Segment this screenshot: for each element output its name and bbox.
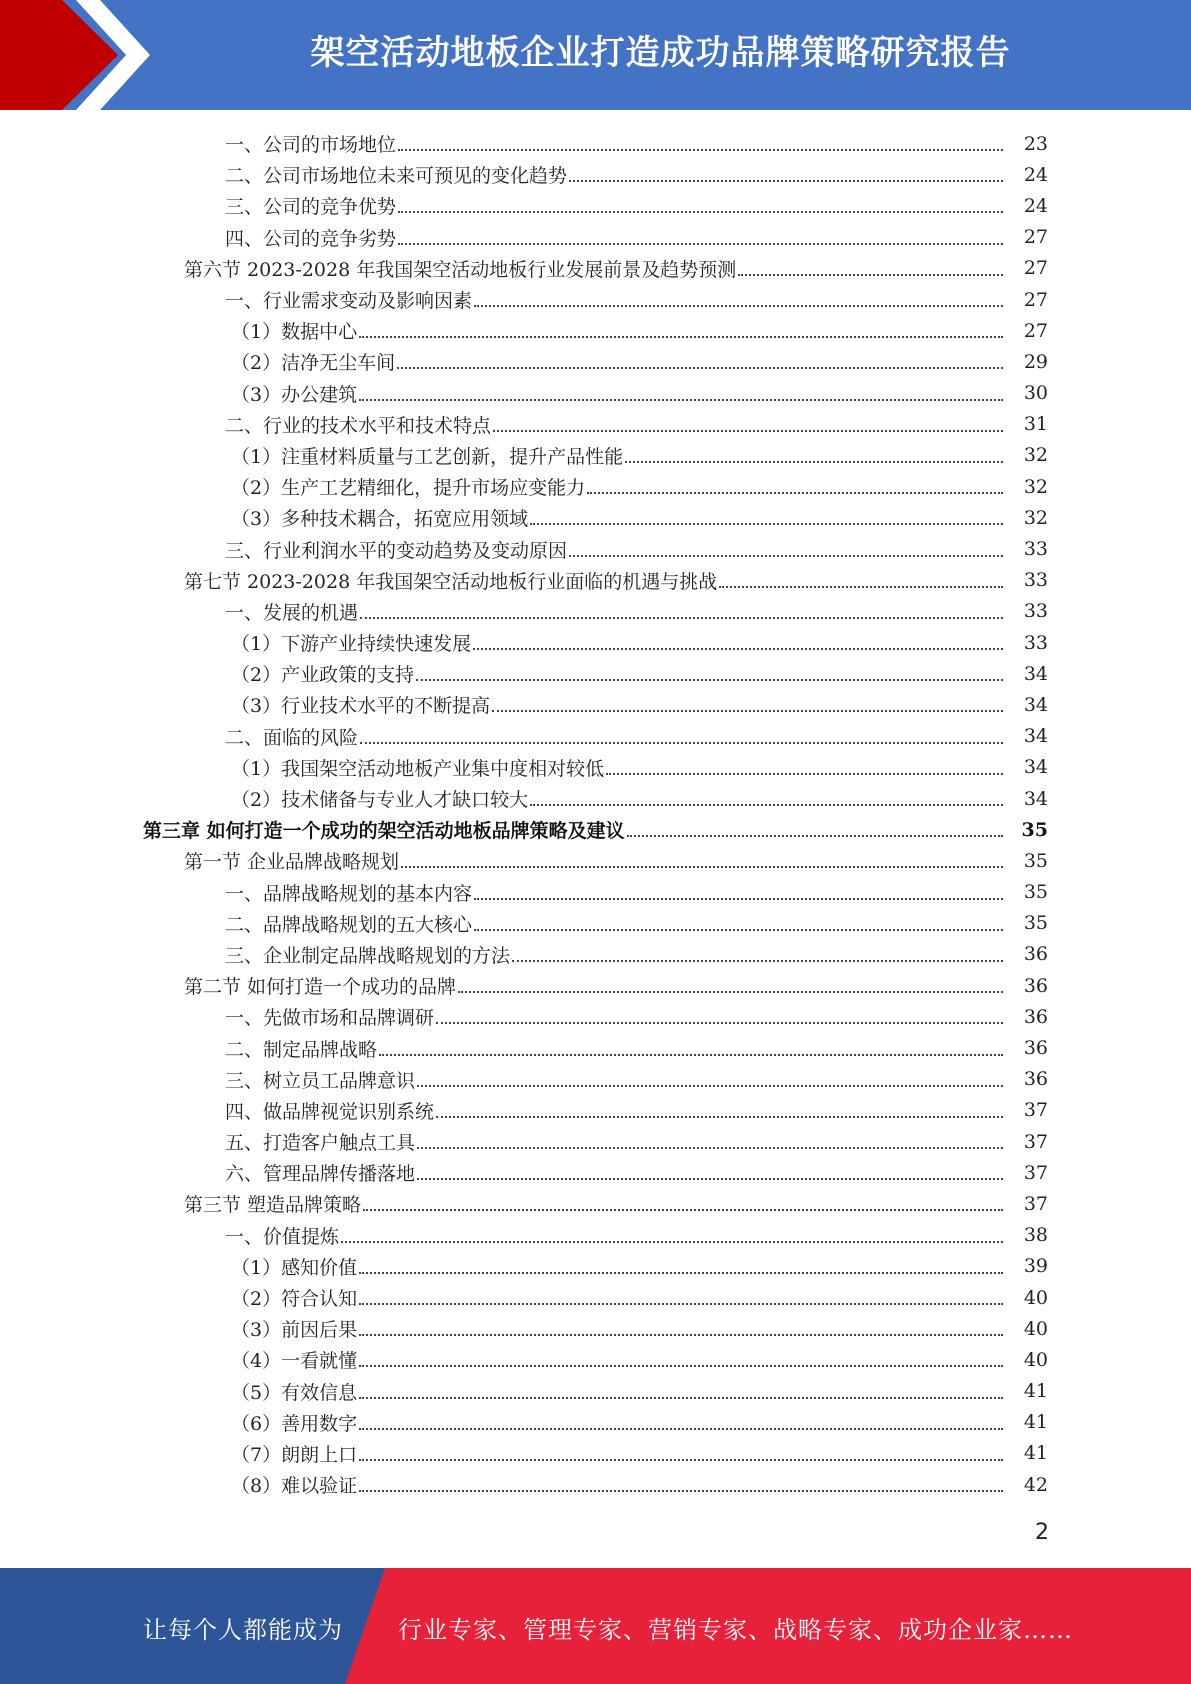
toc-entry-page: 36 [1023,974,1048,997]
toc-dot-leader [606,754,1003,775]
toc-entry[interactable] [0,222,1191,253]
toc-dot-leader [397,348,1003,369]
toc-dot-leader [436,1003,1003,1024]
toc-entry-page: 34 [1023,787,1048,810]
toc-entry-page: 24 [1023,163,1048,186]
toc-dot-leader [719,567,1003,588]
toc-entry-page: 34 [1023,756,1048,779]
toc-entry-label: （1）下游产业持续快速发展 [231,633,472,656]
toc-dot-leader [569,536,1003,557]
toc-entry-page: 36 [1023,1068,1048,1091]
toc-entry-label: 第七节 2023-2028 年我国架空活动地板行业面临的机遇与挑战 [184,570,718,593]
toc-entry[interactable] [0,284,1191,315]
toc-dot-leader [341,1222,1003,1243]
toc-dot-leader [416,660,1003,681]
toc-entry[interactable] [0,190,1191,221]
toc-entry[interactable] [0,315,1191,346]
toc-dot-leader [569,161,1003,182]
toc-entry[interactable] [0,1032,1191,1063]
toc-entry[interactable] [0,1001,1191,1032]
toc-entry-label: 第二节 如何打造一个成功的品牌 [184,976,457,999]
toc-dot-leader [360,723,1003,744]
footer-banner [0,1568,1191,1684]
toc-entry[interactable] [0,783,1191,814]
toc-entry[interactable] [0,627,1191,658]
toc-entry-label: 一、先做市场和品牌调研 [225,1007,435,1030]
toc-entry[interactable] [0,658,1191,689]
toc-dot-leader [474,286,1003,307]
toc-entry[interactable] [0,845,1191,876]
toc-entry-label: （2）生产工艺精细化，提升市场应变能力 [231,477,586,500]
toc-dot-leader [530,785,1003,806]
toc-entry-label: （3）前因后果 [231,1319,358,1342]
toc-entry-page: 35 [1023,912,1048,935]
toc-entry-label: （1）我国架空活动地板产业集中度相对较低 [231,757,605,780]
toc-entry-page: 41 [1023,1442,1048,1465]
toc-entry-page: 32 [1023,475,1048,498]
toc-entry-page: 36 [1023,1037,1048,1060]
toc-entry-page: 36 [1023,1005,1048,1028]
toc-entry-label: 一、公司的市场地位 [225,134,397,157]
toc-entry[interactable] [0,814,1191,845]
toc-entry-page: 33 [1023,569,1048,592]
toc-entry-label: （2）技术储备与专业人才缺口较大 [231,789,529,812]
toc-entry[interactable] [0,1407,1191,1438]
toc-entry-label: 二、面临的风险 [225,726,359,749]
toc-entry[interactable] [0,1376,1191,1407]
toc-entry[interactable] [0,1126,1191,1157]
toc-entry-page: 33 [1023,538,1048,561]
toc-entry[interactable] [0,908,1191,939]
toc-entry-page: 37 [1023,1130,1048,1153]
footer-slogan-right: 行业专家、管理专家、营销专家、战略专家、成功企业家…… [398,1616,1073,1644]
toc-dot-leader [474,910,1003,931]
toc-entry-label: 一、发展的机遇 [225,601,359,624]
toc-entry-label: （1）注重材料质量与工艺创新，提升产品性能 [231,445,624,468]
toc-entry-page: 40 [1023,1286,1048,1309]
toc-entry-label: （1）数据中心 [231,321,358,344]
toc-entry-label: （1）感知价值 [231,1256,358,1279]
toc-entry-label: （5）有效信息 [231,1381,358,1404]
toc-dot-leader [398,130,1003,151]
toc-entry-page: 23 [1023,132,1048,155]
toc-dot-leader [738,255,1003,276]
toc-dot-leader [474,879,1003,900]
toc-entry-label: 三、企业制定品牌战略规划的方法 [225,944,511,967]
toc-entry-label: （3）多种技术耦合，拓宽应用领域 [231,508,529,531]
toc-entry[interactable] [0,596,1191,627]
toc-dot-leader [359,1284,1003,1305]
toc-entry-label: 三、公司的竞争优势 [225,196,397,219]
toc-dot-leader [359,1440,1003,1461]
toc-entry[interactable] [0,1251,1191,1282]
toc-entry-page: 35 [1023,881,1048,904]
toc-dot-leader [436,1097,1003,1118]
toc-entry[interactable] [0,970,1191,1001]
toc-dot-leader [359,317,1003,338]
toc-entry-label: （4）一看就懂 [231,1350,358,1373]
toc-entry-page: 35 [1021,818,1048,841]
toc-dot-leader [363,1190,1003,1211]
toc-entry-label: （8）难以验证 [231,1475,358,1498]
toc-entry[interactable] [0,346,1191,377]
toc-dot-leader [512,941,1003,962]
toc-entry-label: 三、树立员工品牌意识 [225,1069,416,1092]
toc-dot-leader [359,1346,1003,1367]
toc-dot-leader [530,504,1003,525]
toc-dot-leader [398,224,1003,245]
toc-entry-page: 32 [1023,506,1048,529]
toc-entry[interactable] [0,1157,1191,1188]
toc-entry[interactable] [0,159,1191,190]
toc-entry[interactable] [0,939,1191,970]
toc-entry-label: 二、行业的技术水平和技术特点 [225,414,492,437]
toc-dot-leader [359,1315,1003,1336]
toc-entry-label: 第一节 企业品牌战略规划 [184,851,400,874]
toc-entry-label: 六、管理品牌传播落地 [225,1163,416,1186]
toc-entry[interactable] [0,1064,1191,1095]
toc-dot-leader [401,847,1003,868]
toc-entry-page: 34 [1023,662,1048,685]
toc-entry-page: 34 [1023,725,1048,748]
toc-entry-page: 34 [1023,693,1048,716]
toc-entry-page: 37 [1023,1192,1048,1215]
toc-dot-leader [360,598,1003,619]
toc-entry-label: 三、行业利润水平的变动趋势及变动原因 [225,539,568,562]
toc-dot-leader [492,691,1003,712]
toc-entry[interactable] [0,1188,1191,1219]
toc-dot-leader [398,192,1003,213]
toc-dot-leader [417,1159,1003,1180]
toc-entry[interactable] [0,1095,1191,1126]
toc-dot-leader [379,1035,1003,1056]
report-title: 架空活动地板企业打造成功品牌策略研究报告 [310,33,1011,73]
toc-entry-page: 40 [1023,1317,1048,1340]
toc-dot-leader [359,1378,1003,1399]
toc-dot-leader [417,1128,1003,1149]
toc-entry-label: （3）办公建筑 [231,383,358,406]
toc-entry[interactable] [0,752,1191,783]
toc-entry-label: 二、制定品牌战略 [225,1038,378,1061]
toc-entry-label: 一、价值提炼 [225,1225,340,1248]
toc-entry[interactable] [0,1220,1191,1251]
toc-entry-page: 41 [1023,1411,1048,1434]
toc-entry[interactable] [0,409,1191,440]
toc-entry-page: 30 [1023,382,1048,405]
toc-entry-label: 四、公司的竞争劣势 [225,227,397,250]
toc-entry-page: 36 [1023,943,1048,966]
toc-entry[interactable] [0,1344,1191,1375]
toc-entry[interactable] [0,533,1191,564]
toc-entry-page: 37 [1023,1161,1048,1184]
toc-entry-page: 33 [1023,600,1048,623]
toc-entry-label: 一、品牌战略规划的基本内容 [225,882,473,905]
toc-entry[interactable] [0,253,1191,284]
toc-entry-page: 33 [1023,631,1048,654]
toc-entry-page: 32 [1023,444,1048,467]
toc-entry-page: 27 [1023,288,1048,311]
toc-entry-page: 37 [1023,1099,1048,1122]
toc-entry-label: 四、做品牌视觉识别系统 [225,1100,435,1123]
toc-dot-leader [473,629,1003,650]
toc-entry[interactable] [0,565,1191,596]
toc-entry-label: （6）善用数字 [231,1412,358,1435]
toc-entry[interactable] [0,471,1191,502]
toc-entry-label: 一、行业需求变动及影响因素 [225,290,473,313]
toc-dot-leader [458,972,1003,993]
toc-dot-leader [359,1409,1003,1430]
toc-entry-page: 40 [1023,1348,1048,1371]
page-number: 2 [1035,1520,1049,1545]
toc-entry-page: 38 [1023,1224,1048,1247]
toc-entry-label: （2）符合认知 [231,1288,358,1311]
toc-entry[interactable] [0,502,1191,533]
toc-entry[interactable] [0,721,1191,752]
toc-entry-page: 39 [1023,1255,1048,1278]
report-header [0,0,1191,110]
toc-entry[interactable] [0,1438,1191,1469]
toc-entry-page: 29 [1023,350,1048,373]
toc-dot-leader [359,380,1003,401]
toc-entry[interactable] [0,378,1191,409]
toc-entry-page: 27 [1023,257,1048,280]
toc-dot-leader [627,816,1003,837]
toc-entry[interactable] [0,1313,1191,1344]
toc-entry-page: 41 [1023,1380,1048,1403]
toc-entry-label: （3）行业技术水平的不断提高 [231,695,491,718]
toc-entry[interactable] [0,689,1191,720]
toc-entry-label: 二、公司市场地位未来可预见的变化趋势 [225,165,568,188]
toc-entry-page: 42 [1023,1473,1048,1496]
toc-dot-leader [417,1066,1003,1087]
toc-entry-label: 第六节 2023-2028 年我国架空活动地板行业发展前景及趋势预测 [184,258,737,281]
toc-dot-leader [587,473,1003,494]
toc-entry-label: 第三节 塑造品牌策略 [184,1194,362,1217]
toc-entry-page: 31 [1023,413,1048,436]
toc-entry-page: 24 [1023,194,1048,217]
toc-entry[interactable] [0,1282,1191,1313]
toc-entry-label: （7）朗朗上口 [231,1443,358,1466]
toc-entry[interactable] [0,1469,1191,1500]
table-of-contents [0,128,1191,1500]
toc-entry[interactable] [0,128,1191,159]
toc-entry-page: 27 [1023,226,1048,249]
toc-entry-label: 二、品牌战略规划的五大核心 [225,913,473,936]
toc-entry-label: 五、打造客户触点工具 [225,1132,416,1155]
toc-dot-leader [359,1253,1003,1274]
toc-dot-leader [359,1471,1003,1492]
toc-entry-label: （2）洁净无尘车间 [231,352,396,375]
toc-entry-page: 35 [1023,849,1048,872]
toc-entry[interactable] [0,440,1191,471]
toc-entry-label: 第三章 如何打造一个成功的架空活动地板品牌策略及建议 [143,820,625,843]
toc-dot-leader [493,411,1003,432]
toc-dot-leader [625,442,1003,463]
toc-entry-label: （2）产业政策的支持 [231,664,415,687]
toc-entry[interactable] [0,877,1191,908]
footer-slogan-left: 让每个人都能成为 [143,1616,343,1644]
toc-entry-page: 27 [1023,319,1048,342]
